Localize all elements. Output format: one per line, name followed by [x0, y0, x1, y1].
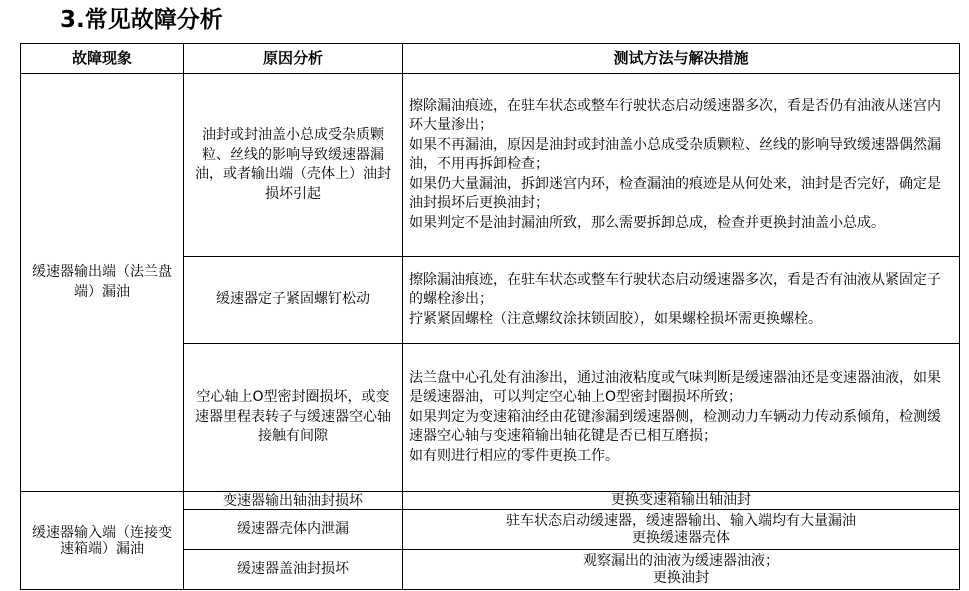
solution-cell — [403, 257, 960, 344]
solution-line: 如果不再漏油，原因是油封或封油盖小总成受杂质颗粒、丝线的影响导致缓速器偶然漏油，不用再拆卸检查； — [409, 136, 941, 173]
solution-cell — [403, 492, 960, 510]
cause-cell: 变速器输出轴油封损坏 — [184, 492, 403, 510]
solution-line: 如果判定不是油封漏油所致，那么需要拆卸总成，检查并更换封油盖小总成。 — [409, 214, 885, 231]
solution-line: 更换油封 — [653, 569, 709, 586]
cause-cell: 缓速器定子紧固螺钉松动 — [184, 257, 403, 344]
cause-cell: 缓速器盖油封损坏 — [184, 550, 403, 590]
solution-line: 如有则进行相应的零件更换工作。 — [409, 447, 619, 464]
page-title: 3.常见故障分析 — [60, 7, 223, 33]
solution-line: 拧紧紧固螺栓（注意螺纹涂抹锁固胶），如果螺栓损坏需更换螺栓。 — [409, 310, 822, 327]
solution-cell — [403, 74, 960, 257]
solution-line: 更换缓速器壳体 — [632, 529, 730, 546]
solution-line: 观察漏出的油液为缓速器油液； — [583, 552, 779, 569]
table-row — [21, 74, 960, 257]
table-row — [21, 492, 960, 510]
header-cause: 原因分析 — [184, 44, 403, 74]
solution-line: 擦除漏油痕迹，在驻车状态或整车行驶状态启动缓速器多次，看是否有油液从紧固定子的螺栓渗出； — [409, 271, 941, 308]
header-symptom: 故障现象 — [21, 44, 184, 74]
symptom-cell: 缓速器输入端（连接变速箱端）漏油 — [21, 492, 184, 590]
solution-line: 法兰盘中心孔处有油渗出，通过油液粘度或气味判断是缓速器油还是变速器油液，如果是缓速器油，可以判定空心轴上O型密封圈损坏所致； — [409, 369, 941, 406]
cause-cell: 油封或封油盖小总成受杂质颗粒、丝线的影响导致缓速器漏油，或者输出端（壳体上）油封损坏引起 — [184, 74, 403, 257]
solution-cell — [403, 344, 960, 492]
symptom-cell: 缓速器输出端（法兰盘端）漏油 — [21, 74, 184, 492]
header-solution: 测试方法与解决措施 — [403, 44, 960, 74]
solution-cell — [403, 510, 960, 550]
solution-cell — [403, 550, 960, 590]
cause-cell: 空心轴上O型密封圈损坏，或变速器里程表转子与缓速器空心轴接触有间隙 — [184, 344, 403, 492]
solution-line: 如果仍大量漏油，拆卸迷宫内环，检查漏油的痕迹是从何处来，油封是否完好，确定是油封损坏后更换油封； — [409, 175, 941, 212]
solution-line: 驻车状态启动缓速器，缓速器输出、输入端均有大量漏油 — [506, 512, 856, 529]
solution-line: 更换变速箱输出轴油封 — [611, 492, 751, 508]
fault-analysis-table — [20, 43, 960, 590]
cause-cell: 缓速器壳体内泄漏 — [184, 510, 403, 550]
solution-line: 如果判定为变速箱油经由花键渗漏到缓速器侧，检测动力车辆动力传动系倾角，检测缓速器空心轴与变速箱输出轴花键是否已相互磨损； — [409, 408, 941, 445]
solution-line: 擦除漏油痕迹，在驻车状态或整车行驶状态启动缓速器多次，看是否仍有油液从迷宫内环大量渗出； — [409, 97, 941, 134]
table-header-row — [21, 44, 960, 74]
